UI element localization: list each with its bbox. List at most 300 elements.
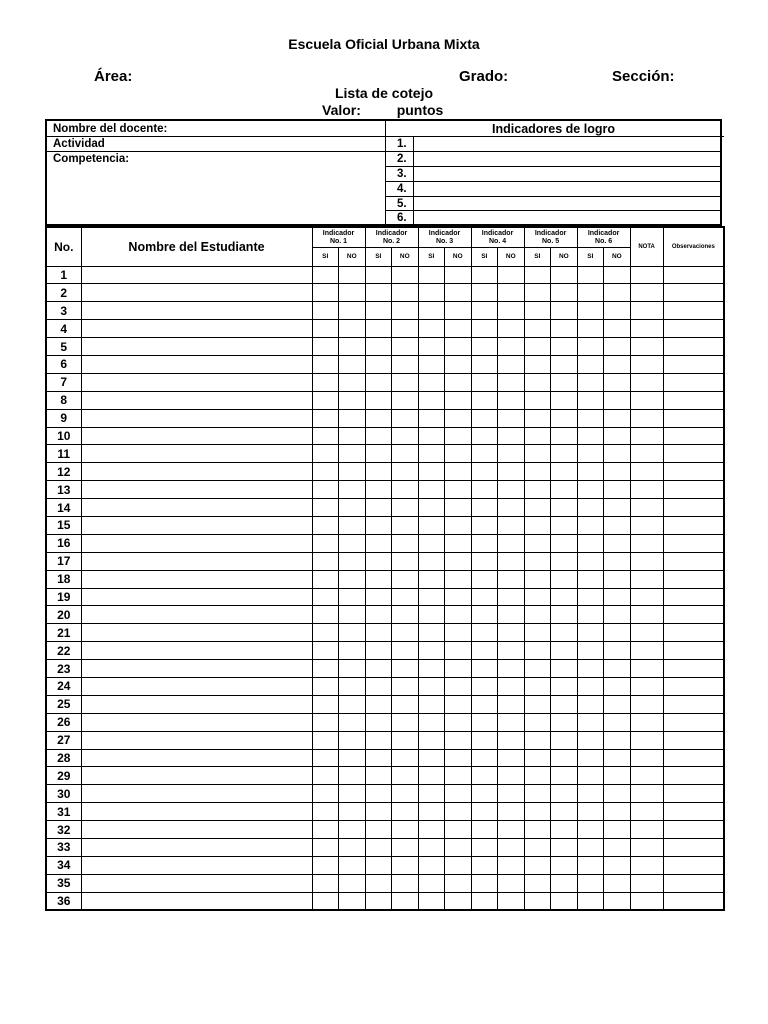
si-cell[interactable] xyxy=(312,516,339,534)
no-cell[interactable] xyxy=(604,642,631,660)
no-cell[interactable] xyxy=(551,552,578,570)
no-cell[interactable] xyxy=(392,320,419,338)
nota-cell[interactable] xyxy=(630,642,663,660)
si-cell[interactable] xyxy=(471,642,498,660)
no-cell[interactable] xyxy=(604,266,631,284)
si-cell[interactable] xyxy=(471,892,498,910)
observaciones-cell[interactable] xyxy=(663,320,724,338)
si-cell[interactable] xyxy=(312,373,339,391)
no-cell[interactable] xyxy=(498,534,525,552)
no-cell[interactable] xyxy=(604,731,631,749)
observaciones-cell[interactable] xyxy=(663,570,724,588)
si-cell[interactable] xyxy=(577,731,604,749)
si-cell[interactable] xyxy=(471,516,498,534)
no-cell[interactable] xyxy=(339,856,366,874)
si-cell[interactable] xyxy=(312,695,339,713)
no-cell[interactable] xyxy=(339,874,366,892)
no-cell[interactable] xyxy=(339,463,366,481)
si-cell[interactable] xyxy=(418,534,445,552)
si-cell[interactable] xyxy=(524,266,551,284)
si-cell[interactable] xyxy=(418,660,445,678)
no-cell[interactable] xyxy=(551,695,578,713)
no-cell[interactable] xyxy=(339,642,366,660)
observaciones-cell[interactable] xyxy=(663,481,724,499)
si-cell[interactable] xyxy=(418,856,445,874)
si-cell[interactable] xyxy=(471,839,498,857)
student-name-cell[interactable] xyxy=(81,570,312,588)
si-cell[interactable] xyxy=(577,749,604,767)
no-cell[interactable] xyxy=(392,516,419,534)
si-cell[interactable] xyxy=(365,284,392,302)
si-cell[interactable] xyxy=(471,284,498,302)
no-cell[interactable] xyxy=(498,606,525,624)
si-cell[interactable] xyxy=(365,445,392,463)
no-cell[interactable] xyxy=(339,284,366,302)
observaciones-cell[interactable] xyxy=(663,606,724,624)
no-cell[interactable] xyxy=(498,803,525,821)
nota-cell[interactable] xyxy=(630,284,663,302)
observaciones-cell[interactable] xyxy=(663,552,724,570)
student-name-cell[interactable] xyxy=(81,803,312,821)
si-cell[interactable] xyxy=(577,642,604,660)
no-cell[interactable] xyxy=(339,320,366,338)
si-cell[interactable] xyxy=(471,749,498,767)
no-cell[interactable] xyxy=(392,463,419,481)
si-cell[interactable] xyxy=(312,391,339,409)
no-cell[interactable] xyxy=(339,427,366,445)
si-cell[interactable] xyxy=(418,355,445,373)
no-cell[interactable] xyxy=(392,481,419,499)
no-cell[interactable] xyxy=(339,516,366,534)
si-cell[interactable] xyxy=(471,427,498,445)
si-cell[interactable] xyxy=(418,499,445,517)
si-cell[interactable] xyxy=(577,499,604,517)
si-cell[interactable] xyxy=(471,445,498,463)
no-cell[interactable] xyxy=(339,409,366,427)
si-cell[interactable] xyxy=(418,516,445,534)
observaciones-cell[interactable] xyxy=(663,856,724,874)
si-cell[interactable] xyxy=(418,892,445,910)
no-cell[interactable] xyxy=(498,373,525,391)
no-cell[interactable] xyxy=(498,856,525,874)
observaciones-cell[interactable] xyxy=(663,302,724,320)
si-cell[interactable] xyxy=(365,534,392,552)
si-cell[interactable] xyxy=(365,373,392,391)
si-cell[interactable] xyxy=(524,624,551,642)
no-cell[interactable] xyxy=(445,320,472,338)
no-cell[interactable] xyxy=(445,785,472,803)
si-cell[interactable] xyxy=(471,355,498,373)
si-cell[interactable] xyxy=(418,338,445,356)
si-cell[interactable] xyxy=(312,677,339,695)
si-cell[interactable] xyxy=(471,463,498,481)
student-name-cell[interactable] xyxy=(81,373,312,391)
no-cell[interactable] xyxy=(604,499,631,517)
si-cell[interactable] xyxy=(365,749,392,767)
si-cell[interactable] xyxy=(312,892,339,910)
no-cell[interactable] xyxy=(392,338,419,356)
student-name-cell[interactable] xyxy=(81,588,312,606)
no-cell[interactable] xyxy=(339,570,366,588)
student-name-cell[interactable] xyxy=(81,338,312,356)
no-cell[interactable] xyxy=(498,427,525,445)
si-cell[interactable] xyxy=(577,266,604,284)
si-cell[interactable] xyxy=(365,856,392,874)
si-cell[interactable] xyxy=(312,463,339,481)
no-cell[interactable] xyxy=(498,284,525,302)
si-cell[interactable] xyxy=(524,355,551,373)
si-cell[interactable] xyxy=(471,499,498,517)
si-cell[interactable] xyxy=(365,821,392,839)
observaciones-cell[interactable] xyxy=(663,642,724,660)
no-cell[interactable] xyxy=(551,373,578,391)
no-cell[interactable] xyxy=(604,660,631,678)
si-cell[interactable] xyxy=(524,785,551,803)
no-cell[interactable] xyxy=(551,856,578,874)
nota-cell[interactable] xyxy=(630,373,663,391)
no-cell[interactable] xyxy=(445,677,472,695)
no-cell[interactable] xyxy=(551,749,578,767)
no-cell[interactable] xyxy=(498,266,525,284)
si-cell[interactable] xyxy=(524,606,551,624)
nota-cell[interactable] xyxy=(630,570,663,588)
no-cell[interactable] xyxy=(551,355,578,373)
no-cell[interactable] xyxy=(445,570,472,588)
nota-cell[interactable] xyxy=(630,320,663,338)
no-cell[interactable] xyxy=(551,463,578,481)
si-cell[interactable] xyxy=(577,302,604,320)
observaciones-cell[interactable] xyxy=(663,695,724,713)
nota-cell[interactable] xyxy=(630,606,663,624)
no-cell[interactable] xyxy=(498,463,525,481)
no-cell[interactable] xyxy=(392,821,419,839)
no-cell[interactable] xyxy=(445,606,472,624)
observaciones-cell[interactable] xyxy=(663,373,724,391)
student-name-cell[interactable] xyxy=(81,355,312,373)
no-cell[interactable] xyxy=(604,785,631,803)
si-cell[interactable] xyxy=(577,677,604,695)
nota-cell[interactable] xyxy=(630,803,663,821)
no-cell[interactable] xyxy=(551,534,578,552)
no-cell[interactable] xyxy=(392,302,419,320)
student-name-cell[interactable] xyxy=(81,749,312,767)
student-name-cell[interactable] xyxy=(81,874,312,892)
no-cell[interactable] xyxy=(604,463,631,481)
observaciones-cell[interactable] xyxy=(663,874,724,892)
si-cell[interactable] xyxy=(577,409,604,427)
nota-cell[interactable] xyxy=(630,266,663,284)
no-cell[interactable] xyxy=(445,892,472,910)
no-cell[interactable] xyxy=(604,338,631,356)
si-cell[interactable] xyxy=(312,445,339,463)
student-name-cell[interactable] xyxy=(81,427,312,445)
no-cell[interactable] xyxy=(392,499,419,517)
si-cell[interactable] xyxy=(524,320,551,338)
si-cell[interactable] xyxy=(471,713,498,731)
no-cell[interactable] xyxy=(339,892,366,910)
no-cell[interactable] xyxy=(339,606,366,624)
si-cell[interactable] xyxy=(418,302,445,320)
si-cell[interactable] xyxy=(577,481,604,499)
no-cell[interactable] xyxy=(392,409,419,427)
si-cell[interactable] xyxy=(524,499,551,517)
observaciones-cell[interactable] xyxy=(663,677,724,695)
si-cell[interactable] xyxy=(471,534,498,552)
no-cell[interactable] xyxy=(551,391,578,409)
no-cell[interactable] xyxy=(604,320,631,338)
si-cell[interactable] xyxy=(418,373,445,391)
no-cell[interactable] xyxy=(551,821,578,839)
no-cell[interactable] xyxy=(498,391,525,409)
si-cell[interactable] xyxy=(471,660,498,678)
si-cell[interactable] xyxy=(471,874,498,892)
si-cell[interactable] xyxy=(312,338,339,356)
student-name-cell[interactable] xyxy=(81,391,312,409)
si-cell[interactable] xyxy=(365,713,392,731)
no-cell[interactable] xyxy=(604,284,631,302)
observaciones-cell[interactable] xyxy=(663,713,724,731)
student-name-cell[interactable] xyxy=(81,320,312,338)
si-cell[interactable] xyxy=(418,445,445,463)
no-cell[interactable] xyxy=(604,588,631,606)
si-cell[interactable] xyxy=(524,373,551,391)
si-cell[interactable] xyxy=(471,606,498,624)
student-name-cell[interactable] xyxy=(81,552,312,570)
si-cell[interactable] xyxy=(524,391,551,409)
nota-cell[interactable] xyxy=(630,516,663,534)
no-cell[interactable] xyxy=(551,713,578,731)
si-cell[interactable] xyxy=(471,552,498,570)
no-cell[interactable] xyxy=(551,874,578,892)
nota-cell[interactable] xyxy=(630,534,663,552)
si-cell[interactable] xyxy=(365,839,392,857)
si-cell[interactable] xyxy=(418,839,445,857)
si-cell[interactable] xyxy=(524,284,551,302)
si-cell[interactable] xyxy=(577,373,604,391)
no-cell[interactable] xyxy=(604,534,631,552)
no-cell[interactable] xyxy=(604,481,631,499)
no-cell[interactable] xyxy=(498,302,525,320)
observaciones-cell[interactable] xyxy=(663,499,724,517)
si-cell[interactable] xyxy=(577,785,604,803)
nota-cell[interactable] xyxy=(630,391,663,409)
si-cell[interactable] xyxy=(418,874,445,892)
si-cell[interactable] xyxy=(524,892,551,910)
si-cell[interactable] xyxy=(312,839,339,857)
nota-cell[interactable] xyxy=(630,445,663,463)
si-cell[interactable] xyxy=(365,892,392,910)
si-cell[interactable] xyxy=(471,856,498,874)
si-cell[interactable] xyxy=(365,588,392,606)
observaciones-cell[interactable] xyxy=(663,785,724,803)
si-cell[interactable] xyxy=(577,803,604,821)
si-cell[interactable] xyxy=(418,320,445,338)
si-cell[interactable] xyxy=(577,767,604,785)
student-name-cell[interactable] xyxy=(81,785,312,803)
nota-cell[interactable] xyxy=(630,499,663,517)
si-cell[interactable] xyxy=(524,445,551,463)
si-cell[interactable] xyxy=(524,338,551,356)
no-cell[interactable] xyxy=(604,373,631,391)
si-cell[interactable] xyxy=(577,445,604,463)
observaciones-cell[interactable] xyxy=(663,391,724,409)
no-cell[interactable] xyxy=(392,624,419,642)
no-cell[interactable] xyxy=(498,785,525,803)
no-cell[interactable] xyxy=(392,570,419,588)
student-name-cell[interactable] xyxy=(81,821,312,839)
si-cell[interactable] xyxy=(418,552,445,570)
si-cell[interactable] xyxy=(365,481,392,499)
si-cell[interactable] xyxy=(577,534,604,552)
no-cell[interactable] xyxy=(445,839,472,857)
no-cell[interactable] xyxy=(339,391,366,409)
si-cell[interactable] xyxy=(418,749,445,767)
no-cell[interactable] xyxy=(498,499,525,517)
no-cell[interactable] xyxy=(498,516,525,534)
student-name-cell[interactable] xyxy=(81,839,312,857)
no-cell[interactable] xyxy=(604,409,631,427)
no-cell[interactable] xyxy=(551,320,578,338)
si-cell[interactable] xyxy=(524,409,551,427)
no-cell[interactable] xyxy=(392,803,419,821)
no-cell[interactable] xyxy=(445,731,472,749)
si-cell[interactable] xyxy=(418,409,445,427)
si-cell[interactable] xyxy=(471,731,498,749)
no-cell[interactable] xyxy=(445,499,472,517)
no-cell[interactable] xyxy=(392,266,419,284)
no-cell[interactable] xyxy=(551,570,578,588)
observaciones-cell[interactable] xyxy=(663,516,724,534)
no-cell[interactable] xyxy=(445,284,472,302)
no-cell[interactable] xyxy=(551,266,578,284)
si-cell[interactable] xyxy=(524,570,551,588)
no-cell[interactable] xyxy=(445,821,472,839)
si-cell[interactable] xyxy=(312,409,339,427)
observaciones-cell[interactable] xyxy=(663,445,724,463)
si-cell[interactable] xyxy=(524,588,551,606)
si-cell[interactable] xyxy=(524,552,551,570)
nota-cell[interactable] xyxy=(630,588,663,606)
no-cell[interactable] xyxy=(339,767,366,785)
si-cell[interactable] xyxy=(524,749,551,767)
si-cell[interactable] xyxy=(418,821,445,839)
no-cell[interactable] xyxy=(445,713,472,731)
si-cell[interactable] xyxy=(524,856,551,874)
si-cell[interactable] xyxy=(524,874,551,892)
nota-cell[interactable] xyxy=(630,892,663,910)
nota-cell[interactable] xyxy=(630,481,663,499)
si-cell[interactable] xyxy=(471,821,498,839)
no-cell[interactable] xyxy=(445,355,472,373)
observaciones-cell[interactable] xyxy=(663,624,724,642)
student-name-cell[interactable] xyxy=(81,677,312,695)
si-cell[interactable] xyxy=(312,284,339,302)
si-cell[interactable] xyxy=(418,266,445,284)
student-name-cell[interactable] xyxy=(81,606,312,624)
si-cell[interactable] xyxy=(418,427,445,445)
si-cell[interactable] xyxy=(312,767,339,785)
no-cell[interactable] xyxy=(604,302,631,320)
no-cell[interactable] xyxy=(392,391,419,409)
observaciones-cell[interactable] xyxy=(663,338,724,356)
no-cell[interactable] xyxy=(604,767,631,785)
si-cell[interactable] xyxy=(312,803,339,821)
student-name-cell[interactable] xyxy=(81,302,312,320)
si-cell[interactable] xyxy=(418,677,445,695)
si-cell[interactable] xyxy=(471,767,498,785)
si-cell[interactable] xyxy=(524,803,551,821)
si-cell[interactable] xyxy=(471,320,498,338)
si-cell[interactable] xyxy=(577,284,604,302)
observaciones-cell[interactable] xyxy=(663,588,724,606)
no-cell[interactable] xyxy=(551,642,578,660)
no-cell[interactable] xyxy=(498,624,525,642)
si-cell[interactable] xyxy=(577,427,604,445)
no-cell[interactable] xyxy=(551,731,578,749)
si-cell[interactable] xyxy=(312,749,339,767)
student-name-cell[interactable] xyxy=(81,445,312,463)
no-cell[interactable] xyxy=(445,588,472,606)
no-cell[interactable] xyxy=(551,606,578,624)
no-cell[interactable] xyxy=(445,767,472,785)
si-cell[interactable] xyxy=(418,606,445,624)
no-cell[interactable] xyxy=(551,481,578,499)
no-cell[interactable] xyxy=(445,695,472,713)
no-cell[interactable] xyxy=(604,445,631,463)
no-cell[interactable] xyxy=(445,552,472,570)
si-cell[interactable] xyxy=(365,516,392,534)
si-cell[interactable] xyxy=(418,391,445,409)
si-cell[interactable] xyxy=(524,516,551,534)
no-cell[interactable] xyxy=(339,677,366,695)
student-name-cell[interactable] xyxy=(81,892,312,910)
no-cell[interactable] xyxy=(339,338,366,356)
observaciones-cell[interactable] xyxy=(663,409,724,427)
si-cell[interactable] xyxy=(312,570,339,588)
si-cell[interactable] xyxy=(312,427,339,445)
nota-cell[interactable] xyxy=(630,409,663,427)
no-cell[interactable] xyxy=(604,695,631,713)
no-cell[interactable] xyxy=(551,660,578,678)
nota-cell[interactable] xyxy=(630,624,663,642)
si-cell[interactable] xyxy=(312,481,339,499)
si-cell[interactable] xyxy=(365,874,392,892)
si-cell[interactable] xyxy=(312,588,339,606)
si-cell[interactable] xyxy=(418,624,445,642)
si-cell[interactable] xyxy=(312,660,339,678)
student-name-cell[interactable] xyxy=(81,463,312,481)
si-cell[interactable] xyxy=(418,767,445,785)
no-cell[interactable] xyxy=(445,427,472,445)
no-cell[interactable] xyxy=(392,749,419,767)
no-cell[interactable] xyxy=(339,552,366,570)
observaciones-cell[interactable] xyxy=(663,803,724,821)
si-cell[interactable] xyxy=(312,534,339,552)
si-cell[interactable] xyxy=(577,516,604,534)
no-cell[interactable] xyxy=(392,355,419,373)
no-cell[interactable] xyxy=(604,516,631,534)
no-cell[interactable] xyxy=(498,481,525,499)
nota-cell[interactable] xyxy=(630,302,663,320)
no-cell[interactable] xyxy=(604,570,631,588)
si-cell[interactable] xyxy=(365,660,392,678)
si-cell[interactable] xyxy=(471,695,498,713)
no-cell[interactable] xyxy=(551,677,578,695)
student-name-cell[interactable] xyxy=(81,409,312,427)
no-cell[interactable] xyxy=(339,660,366,678)
si-cell[interactable] xyxy=(471,266,498,284)
no-cell[interactable] xyxy=(445,749,472,767)
